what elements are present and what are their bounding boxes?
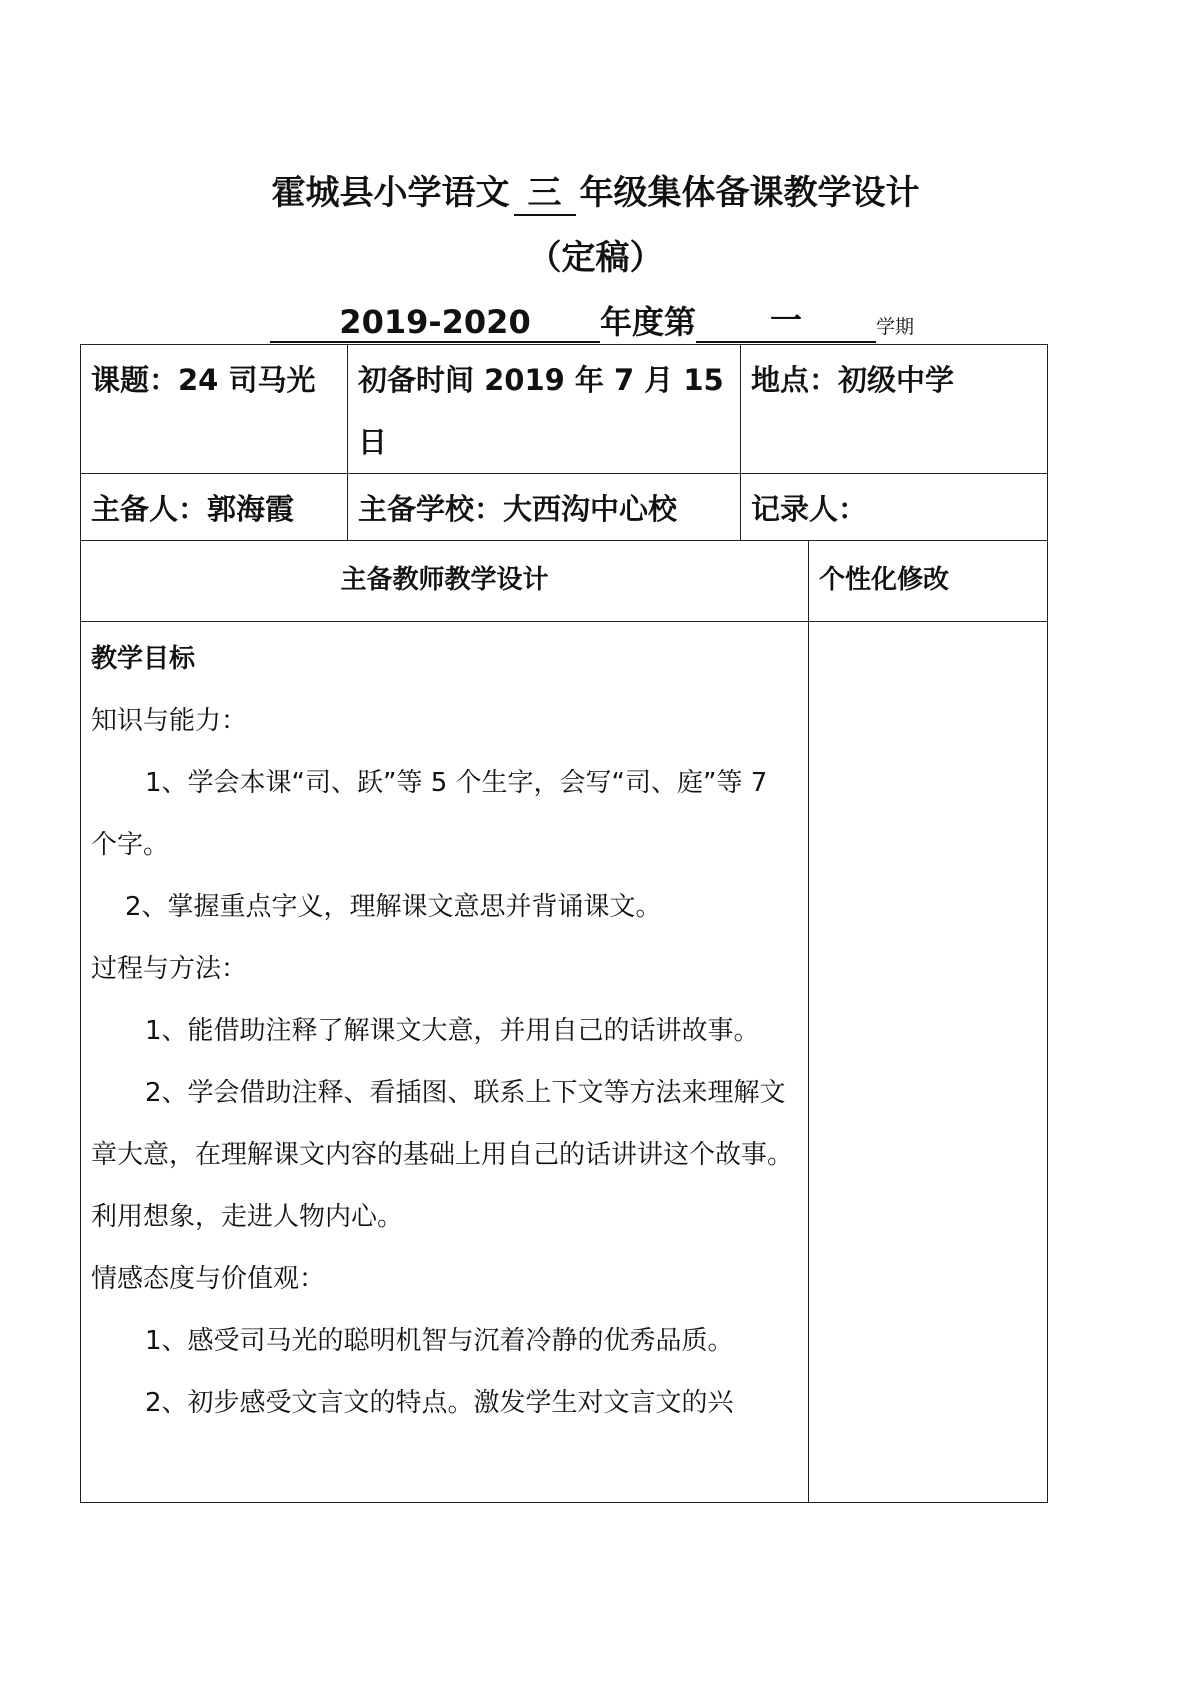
topic-cell	[81, 345, 348, 474]
lesson-plan-table	[80, 344, 1048, 1503]
revision-cell[interactable]	[809, 622, 1048, 1503]
objectives-heading: 教学目标	[91, 644, 196, 674]
lead-school-text: 主备学校：大西沟中心校	[358, 492, 678, 526]
design-header-cell	[81, 541, 809, 622]
process-heading: 过程与方法：	[91, 954, 248, 984]
location-text: 地点：初级中学	[751, 363, 955, 397]
lead-school-cell	[348, 474, 741, 541]
knowledge-item-2: 2、掌握重点字义，理解课文意思并背诵课文。	[125, 892, 662, 922]
term-field: 一	[696, 295, 876, 343]
process-item-1: 1、能借助注释了解课文大意，并用自己的话讲故事。	[145, 1016, 760, 1046]
recorder-text: 记录人：	[751, 492, 868, 526]
title-suffix: 年级集体备课教学设计	[579, 173, 920, 213]
emotion-item-2: 2、初步感受文言文的特点。激发学生对文言文的兴	[145, 1388, 734, 1418]
prep-time-cell	[348, 345, 741, 474]
design-content	[81, 622, 808, 1434]
grade-field: 三	[514, 165, 576, 216]
prep-time-text: 初备时间 2019 年 7 月 15 日	[358, 363, 724, 459]
year-label: 年度第	[600, 303, 697, 341]
title-prefix: 霍城县小学语文	[271, 173, 510, 213]
location-cell	[741, 345, 1048, 474]
term-label: 学期	[876, 316, 915, 338]
document-subtitle: （定稿）	[527, 238, 664, 278]
lead-teacher-cell	[81, 474, 348, 541]
recorder-cell	[741, 474, 1048, 541]
emotion-item-1: 1、感受司马光的聪明机智与沉着冷静的优秀品质。	[145, 1326, 734, 1356]
topic-text: 课题：24 司马光	[91, 363, 316, 397]
lead-teacher-text: 主备人：郭海霞	[91, 492, 295, 526]
revise-header: 个性化修改	[819, 565, 950, 595]
emotion-heading: 情感态度与价值观：	[91, 1264, 326, 1294]
design-content-cell	[81, 622, 809, 1503]
process-item-2: 2、学会借助注释、看插图、联系上下文等方法来理解文章大意，在理解课文内容的基础上用自己的话讲讲这个故事。利用想象，走进人物内心。	[91, 1078, 794, 1232]
knowledge-heading: 知识与能力：	[91, 706, 248, 736]
revise-header-cell	[809, 541, 1048, 622]
year-field: 2019-2020	[270, 303, 600, 343]
academic-year-line	[270, 295, 915, 341]
design-header: 主备教师教学设计	[340, 565, 549, 595]
knowledge-item-1: 1、学会本课“司、跃”等 5 个生字，会写“司、庭”等 7 个字。	[91, 768, 768, 860]
document-title	[0, 165, 1191, 216]
